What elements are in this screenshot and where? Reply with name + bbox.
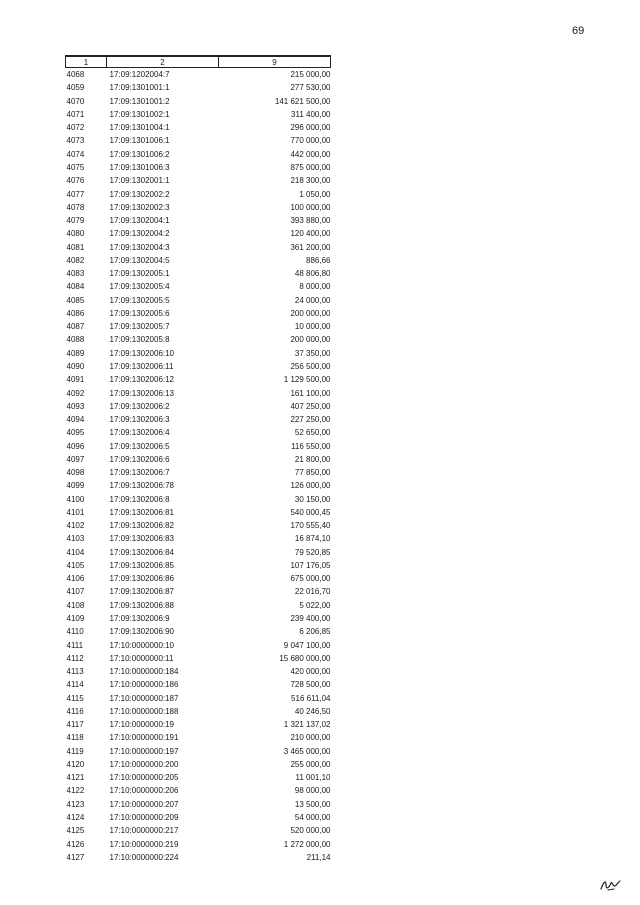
cadastral-number: 17:09:1302006:7 [109, 468, 170, 478]
table-row [66, 280, 331, 293]
value-amount: 1 321 137,02 [283, 720, 331, 730]
value-amount: 277 530,00 [290, 83, 331, 93]
table-row [66, 227, 331, 240]
table-row [66, 81, 331, 94]
table-row [66, 771, 331, 784]
cadastral-number: 17:10:0000000:224 [109, 852, 179, 862]
cadastral-number: 17:10:0000000:207 [109, 799, 179, 809]
row-number: 4099 [66, 481, 85, 491]
value-amount: 22 016,70 [294, 587, 331, 597]
row-number: 4107 [66, 587, 85, 597]
value-amount: 10 000,00 [294, 322, 331, 332]
value-amount: 200 000,00 [290, 335, 331, 345]
cadastral-number: 17:09:1302005:5 [109, 295, 170, 305]
row-number: 4127 [66, 852, 85, 862]
cadastral-number: 17:10:0000000:19 [109, 720, 175, 730]
table-row [66, 240, 331, 253]
table-row [66, 373, 331, 386]
value-amount: 24 000,00 [294, 295, 331, 305]
row-number: 4106 [66, 574, 85, 584]
row-number: 4111 [66, 640, 84, 650]
cadastral-number: 17:09:1302004:2 [109, 229, 170, 239]
table-row [66, 824, 331, 837]
row-number: 4088 [66, 335, 85, 345]
table-row [66, 705, 331, 718]
row-number: 4080 [66, 229, 85, 239]
value-amount: 40 246,50 [294, 706, 331, 716]
value-amount: 37 350,00 [294, 348, 331, 358]
row-number: 4092 [66, 388, 85, 398]
table-row [66, 360, 331, 373]
cadastral-number: 17:09:1302006:81 [109, 507, 175, 517]
cadastral-number: 17:10:0000000:187 [109, 693, 179, 703]
cadastral-number: 17:09:1302006:2 [109, 401, 170, 411]
value-amount: 13 500,00 [294, 799, 331, 809]
row-number: 4089 [66, 348, 85, 358]
value-amount: 6 206,85 [299, 627, 331, 637]
table-row [66, 134, 331, 147]
row-number: 4090 [66, 361, 85, 371]
value-amount: 1 050,00 [299, 189, 331, 199]
column-header-value: 9 [219, 56, 331, 68]
cadastral-number: 17:09:1302006:86 [109, 574, 175, 584]
value-amount: 215 000,00 [290, 70, 331, 80]
table-row [66, 413, 331, 426]
row-number: 4124 [66, 813, 85, 822]
value-amount: 520 000,00 [290, 826, 331, 836]
value-amount: 728 500,00 [290, 680, 331, 690]
cadastral-number: 17:10:0000000:206 [109, 786, 179, 796]
cadastral-number: 17:10:0000000:209 [109, 813, 179, 822]
value-amount: 116 550,00 [291, 441, 331, 451]
row-number: 4105 [66, 560, 85, 570]
row-number: 4096 [66, 441, 85, 451]
row-number: 4116 [66, 706, 84, 716]
table-row [66, 320, 331, 333]
row-number: 4071 [66, 109, 85, 119]
value-amount: 239 400,00 [290, 614, 331, 624]
value-amount: 1 129 500,00 [283, 375, 331, 385]
value-amount: 256 500,00 [290, 361, 331, 371]
cadastral-number: 17:10:0000000:188 [109, 706, 179, 716]
row-number: 4122 [66, 786, 85, 796]
cadastral-number: 17:09:1302006:13 [109, 388, 175, 398]
cadastral-number: 17:10:0000000:191 [109, 733, 179, 743]
cadastral-number: 17:09:1302005:8 [109, 335, 170, 345]
cadastral-number: 17:09:1302006:5 [109, 441, 170, 451]
cadastral-number: 17:09:1302006:85 [109, 560, 175, 570]
row-number: 4126 [66, 839, 85, 849]
row-number: 4113 [66, 667, 84, 677]
value-amount: 227 250,00 [290, 415, 331, 425]
cadastral-number: 17:10:0000000:205 [109, 773, 179, 783]
row-number: 4121 [66, 773, 85, 783]
cadastral-number: 17:09:1301006:1 [109, 136, 170, 146]
table-row [66, 108, 331, 121]
cadastral-number: 17:09:1302004:1 [109, 216, 170, 226]
table-row [66, 546, 331, 559]
value-amount: 98 000,00 [294, 786, 331, 796]
cadastral-number: 17:09:1302006:83 [109, 534, 175, 544]
cadastral-number: 17:09:1302006:82 [109, 521, 175, 531]
cadastral-number: 17:09:1302004:5 [109, 255, 170, 265]
value-amount: 77 850,00 [294, 468, 331, 478]
cadastral-number: 17:10:0000000:200 [109, 759, 179, 769]
value-amount: 420 000,00 [290, 667, 331, 677]
row-number: 4101 [66, 507, 85, 517]
row-number: 4068 [66, 70, 85, 80]
cadastral-number: 17:09:1202004:7 [109, 70, 170, 80]
row-number: 4076 [66, 176, 85, 186]
column-header-cadastral-number: 2 [107, 56, 219, 68]
register-table [65, 55, 331, 864]
table-row [66, 519, 331, 532]
table-row [66, 652, 331, 665]
table-row [66, 148, 331, 161]
row-number: 4094 [66, 415, 85, 425]
row-number: 4087 [66, 322, 85, 332]
table-row [66, 745, 331, 758]
cadastral-number: 17:09:1302004:3 [109, 242, 170, 252]
value-amount: 21 800,00 [294, 454, 331, 464]
cadastral-number: 17:09:1301006:2 [109, 149, 170, 159]
table-row [66, 68, 331, 82]
row-number: 4073 [66, 136, 85, 146]
row-number: 4091 [66, 375, 85, 385]
cadastral-number: 17:09:1302006:87 [109, 587, 175, 597]
row-number: 4084 [66, 282, 85, 292]
table-row [66, 121, 331, 134]
value-amount: 675 000,00 [290, 574, 331, 584]
value-amount: 30 150,00 [294, 494, 331, 504]
cadastral-number: 17:09:1302005:7 [109, 322, 170, 332]
row-number: 4072 [66, 123, 85, 133]
value-amount: 161 100,00 [290, 388, 331, 398]
value-amount: 15 680 000,00 [279, 653, 331, 663]
value-amount: 875 000,00 [290, 162, 331, 172]
row-number: 4103 [66, 534, 85, 544]
row-number: 4125 [66, 826, 85, 836]
row-number: 4123 [66, 799, 85, 809]
value-amount: 9 047 100,00 [283, 640, 331, 650]
value-amount: 54 000,00 [294, 813, 331, 822]
row-number: 4114 [66, 680, 84, 690]
row-number: 4074 [66, 149, 85, 159]
table-row [66, 187, 331, 200]
cadastral-number: 17:10:0000000:11 [109, 653, 174, 663]
table-row [66, 718, 331, 731]
cadastral-number: 17:09:1302006:4 [109, 428, 170, 438]
value-amount: 3 465 000,00 [283, 746, 331, 756]
column-header-number: 1 [66, 56, 107, 68]
row-number: 4086 [66, 308, 85, 318]
row-number: 4078 [66, 202, 85, 212]
row-number: 4079 [66, 216, 85, 226]
cadastral-number: 17:09:1301001:1 [109, 83, 170, 93]
value-amount: 48 806,80 [294, 269, 331, 279]
table-row [66, 466, 331, 479]
cadastral-number: 17:09:1301002:1 [109, 109, 170, 119]
table-row [66, 307, 331, 320]
value-amount: 8 000,00 [299, 282, 331, 292]
cadastral-number: 17:09:1302006:11 [109, 361, 174, 371]
value-amount: 407 250,00 [290, 401, 331, 411]
cadastral-number: 17:09:1302006:90 [109, 627, 175, 637]
cadastral-number: 17:09:1301004:1 [109, 123, 170, 133]
row-number: 4100 [66, 494, 85, 504]
value-amount: 516 611,04 [291, 693, 331, 703]
value-amount: 886,66 [306, 255, 331, 265]
row-number: 4075 [66, 162, 85, 172]
cadastral-number: 17:10:0000000:219 [109, 839, 179, 849]
value-amount: 540 000,45 [290, 507, 331, 517]
row-number: 4059 [66, 83, 85, 93]
table-row [66, 95, 331, 108]
value-amount: 770 000,00 [290, 136, 331, 146]
table-row [66, 731, 331, 744]
cadastral-number: 17:09:1301006:3 [109, 162, 170, 172]
table-row [66, 758, 331, 771]
cadastral-number: 17:09:1302006:6 [109, 454, 170, 464]
table-row [66, 665, 331, 678]
table-body [66, 68, 331, 864]
table-row [66, 506, 331, 519]
row-number: 4081 [66, 242, 85, 252]
row-number: 4085 [66, 295, 85, 305]
row-number: 4070 [66, 96, 85, 106]
table-row [66, 386, 331, 399]
table-row [66, 572, 331, 585]
row-number: 4109 [66, 614, 85, 624]
cadastral-number: 17:09:1302006:10 [109, 348, 175, 358]
value-amount: 218 300,00 [290, 176, 331, 186]
value-amount: 170 555,40 [290, 521, 331, 531]
table-row [66, 161, 331, 174]
table-row [66, 678, 331, 691]
value-amount: 296 000,00 [290, 123, 331, 133]
value-amount: 126 000,00 [290, 481, 331, 491]
table-row [66, 426, 331, 439]
table-row [66, 691, 331, 704]
cadastral-number: 17:09:1302005:4 [109, 282, 170, 292]
value-amount: 16 874,10 [294, 534, 331, 544]
value-amount: 11 001,10 [295, 773, 331, 783]
cadastral-number: 17:09:1302005:6 [109, 308, 170, 318]
cadastral-number: 17:10:0000000:197 [109, 746, 179, 756]
value-amount: 211,14 [306, 852, 331, 862]
row-number: 4117 [66, 720, 84, 730]
value-amount: 107 176,05 [290, 560, 331, 570]
handwritten-signature [599, 878, 621, 892]
table-row [66, 453, 331, 466]
table-row [66, 174, 331, 187]
value-amount: 361 200,00 [290, 242, 331, 252]
table-row [66, 599, 331, 612]
row-number: 4110 [66, 627, 84, 637]
table-row [66, 347, 331, 360]
value-amount: 100 000,00 [290, 202, 331, 212]
row-number: 4120 [66, 759, 85, 769]
table-row [66, 585, 331, 598]
row-number: 4102 [66, 521, 85, 531]
table-row [66, 294, 331, 307]
row-number: 4095 [66, 428, 85, 438]
table-row [66, 811, 331, 824]
row-number: 4098 [66, 468, 85, 478]
value-amount: 141 621 500,00 [274, 96, 331, 106]
cadastral-number: 17:09:1302001:1 [109, 176, 170, 186]
table-row [66, 638, 331, 651]
row-number: 4104 [66, 547, 85, 557]
cadastral-number: 17:10:0000000:186 [109, 680, 179, 690]
table-row [66, 612, 331, 625]
value-amount: 5 022,00 [299, 600, 331, 610]
value-amount: 442 000,00 [290, 149, 331, 159]
table-row [66, 532, 331, 545]
row-number: 4093 [66, 401, 85, 411]
value-amount: 311 400,00 [291, 109, 331, 119]
value-amount: 120 400,00 [290, 229, 331, 239]
value-amount: 255 000,00 [290, 759, 331, 769]
table-row [66, 784, 331, 797]
cadastral-number: 17:09:1301001:2 [109, 96, 170, 106]
value-amount: 393 880,00 [290, 216, 331, 226]
table-row [66, 333, 331, 346]
cadastral-number: 17:09:1302002:3 [109, 202, 170, 212]
table-row [66, 439, 331, 452]
row-number: 4108 [66, 600, 85, 610]
table-row [66, 254, 331, 267]
row-number: 4083 [66, 269, 85, 279]
table-row [66, 798, 331, 811]
row-number: 4119 [66, 746, 84, 756]
table-row [66, 214, 331, 227]
value-amount: 1 272 000,00 [283, 839, 331, 849]
table-row [66, 267, 331, 280]
row-number: 4097 [66, 454, 85, 464]
cadastral-number: 17:10:0000000:184 [109, 667, 179, 677]
table-row [66, 837, 331, 850]
cadastral-number: 17:09:1302002:2 [109, 189, 170, 199]
cadastral-number: 17:09:1302006:8 [109, 494, 170, 504]
cadastral-number: 17:09:1302006:84 [109, 547, 175, 557]
row-number: 4118 [66, 733, 84, 743]
table-header-row [66, 56, 331, 68]
cadastral-number: 17:09:1302005:1 [109, 269, 170, 279]
table-row [66, 851, 331, 864]
row-number: 4115 [66, 693, 84, 703]
row-number: 4112 [66, 653, 84, 663]
value-amount: 79 520,85 [294, 547, 331, 557]
table-row [66, 559, 331, 572]
value-amount: 200 000,00 [290, 308, 331, 318]
table-row [66, 625, 331, 638]
value-amount: 210 000,00 [290, 733, 331, 743]
table-row [66, 400, 331, 413]
cadastral-number: 17:09:1302006:9 [109, 614, 170, 624]
cadastral-number: 17:10:0000000:217 [109, 826, 179, 836]
row-number: 4082 [66, 255, 85, 265]
cadastral-number: 17:09:1302006:3 [109, 415, 170, 425]
cadastral-number: 17:10:0000000:10 [109, 640, 175, 650]
cadastral-number: 17:09:1302006:88 [109, 600, 175, 610]
table-row [66, 201, 331, 214]
table-row [66, 493, 331, 506]
row-number: 4077 [66, 189, 85, 199]
table-row [66, 479, 331, 492]
cadastral-number: 17:09:1302006:12 [109, 375, 175, 385]
page-number: 69 [572, 25, 585, 37]
cadastral-number: 17:09:1302006:78 [109, 481, 175, 491]
value-amount: 52 650,00 [294, 428, 331, 438]
